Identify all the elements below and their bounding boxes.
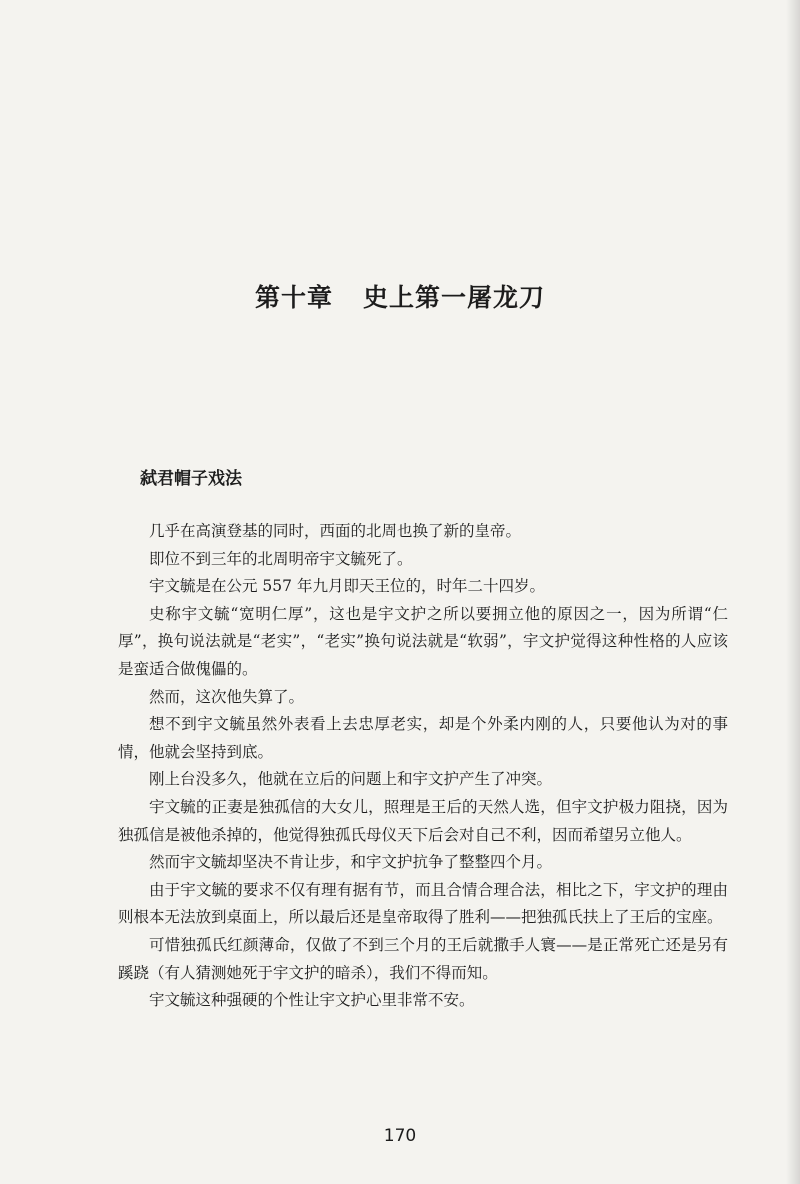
section-title: 弑君帽子戏法 [140,469,242,489]
chapter-name: 史上第一屠龙刀 [363,283,546,312]
paragraph-3: 宇文毓是在公元 557 年九月即天王位的，时年二十四岁。 [149,577,545,596]
body-text [118,518,728,1015]
paragraph-1: 几乎在高演登基的同时，西面的北周也换了新的皇帝。 [149,522,522,540]
paragraph-6: 想不到宇文毓虽然外表看上去忠厚老实，却是个外柔内刚的人，只要他认为对的事情，他就会坚持到底。 [118,715,728,761]
paragraph-9: 然而宇文毓却坚决不肯让步，和宇文护抗争了整整四个月。 [149,853,553,872]
paragraph-8: 宇文毓的正妻是独孤信的大女儿，照理是王后的天然人选，但宇文护极力阻挠，因为独孤信是被他杀掉的，他觉得独孤氏母仪天下后会对自己不利，因而希望另立他人。 [118,797,728,844]
page-number: 170 [383,1126,417,1146]
paragraph-12: 宇文毓这种强硬的个性让宇文护心里非常不安。 [149,991,475,1010]
paragraph-2: 即位不到三年的北周明帝宇文毓死了。 [149,549,413,568]
paragraph-4: 史称宇文毓“宽明仁厚”，这也是宇文护之所以要拥立他的原因之一，因为所谓“仁厚”，换句说法就是“老实”，“老实”换句说法就是“软弱”，宇文护觉得这种性格的人应该是蛮适合做傀儡的。 [118,604,728,678]
page-edge-shadow [786,0,800,1184]
chapter-number: 第十章 [254,283,333,312]
paragraph-7: 刚上台没多久，他就在立后的问题上和宇文护产生了冲突。 [149,770,553,789]
chapter-title [0,278,800,314]
paragraph-10: 由于宇文毓的要求不仅有理有据有节，而且合情合理合法，相比之下，宇文护的理由则根本无法放到桌面上，所以最后还是皇帝取得了胜利——把独孤氏扶上了王后的宝座。 [118,880,728,927]
paragraph-11: 可惜独孤氏红颜薄命，仅做了不到三个月的王后就撒手人寰——是正常死亡还是另有蹊跷（有人猜测她死于宇文护的暗杀），我们不得而知。 [118,935,728,982]
paragraph-5: 然而，这次他失算了。 [149,687,305,706]
